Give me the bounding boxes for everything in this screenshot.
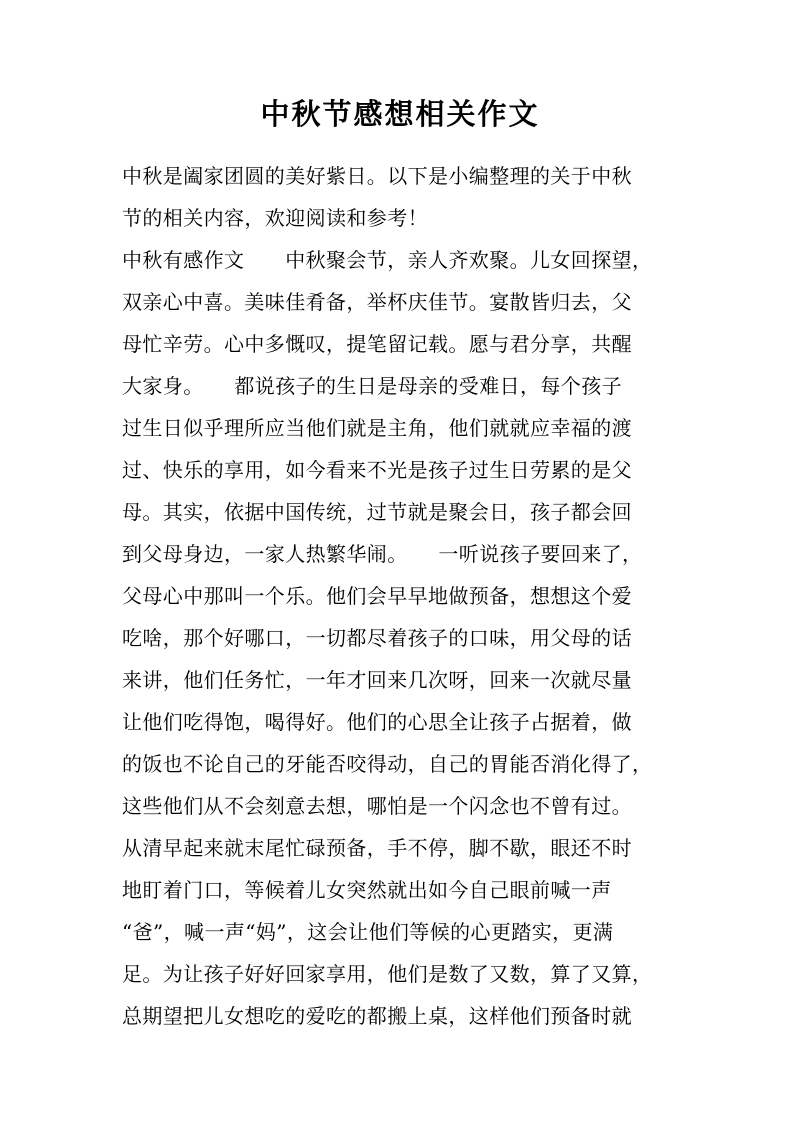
- body-line: 来讲，他们任务忙，一年才回来几次呀，回来一次就尽量: [122, 668, 632, 692]
- body-line: 从清早起来就末尾忙碌预备，手不停，脚不歇，眼还不时: [122, 836, 632, 860]
- body-line: 父母心中那叫一个乐。他们会早早地做预备，想想这个爱: [122, 584, 632, 608]
- body-line: 这些他们从不会刻意去想，哪怕是一个闪念也不曾有过。: [122, 794, 632, 818]
- body-line: 双亲心中喜。美味佳肴备，举杯庆佳节。宴散皆归去，父: [122, 290, 632, 314]
- body-line: 地盯着门口，等候着儿女突然就出如今自己眼前喊一声: [122, 878, 612, 902]
- body-line: 大家身。 都说孩子的生日是母亲的受难日，每个孩子: [122, 374, 622, 398]
- body-line: 中秋是阖家团圆的美好紫日。以下是小编整理的关于中秋: [122, 164, 632, 188]
- body-line: 过、快乐的享用，如今看来不光是孩子过生日劳累的是父: [122, 458, 632, 482]
- body-line: 母忙辛劳。心中多慨叹，提笔留记载。愿与君分享，共醒: [122, 332, 632, 356]
- document-title: 中秋节感想相关作文: [260, 97, 540, 131]
- body-line: 足。为让孩子好好回家享用，他们是数了又数，算了又算，: [122, 962, 653, 986]
- body-line: 吃啥，那个好哪口，一切都尽着孩子的口味，用父母的话: [122, 626, 632, 650]
- body-line: “爸”，喊一声“妈”，这会让他们等候的心更踏实，更满: [122, 920, 614, 944]
- body-line: 的饭也不论自己的牙能否咬得动，自己的胃能否消化得了，: [122, 752, 653, 776]
- body-line: 过生日似乎理所应当他们就是主角，他们就就应幸福的渡: [122, 416, 632, 440]
- document-body: [122, 155, 682, 1037]
- body-line: 母。其实，依据中国传统，过节就是聚会日，孩子都会回: [122, 500, 632, 524]
- body-line: 让他们吃得饱，喝得好。他们的心思全让孩子占据着，做: [122, 710, 632, 734]
- body-line: 节的相关内容，欢迎阅读和参考！: [122, 206, 428, 230]
- body-line: 到父母身边，一家人热繁华闹。 一听说孩子要回来了，: [122, 542, 643, 566]
- body-line: 总期望把儿女想吃的爱吃的都搬上桌，这样他们预备时就: [122, 1004, 632, 1028]
- body-line: 中秋有感作文 中秋聚会节，亲人齐欢聚。儿女回探望，: [122, 248, 653, 272]
